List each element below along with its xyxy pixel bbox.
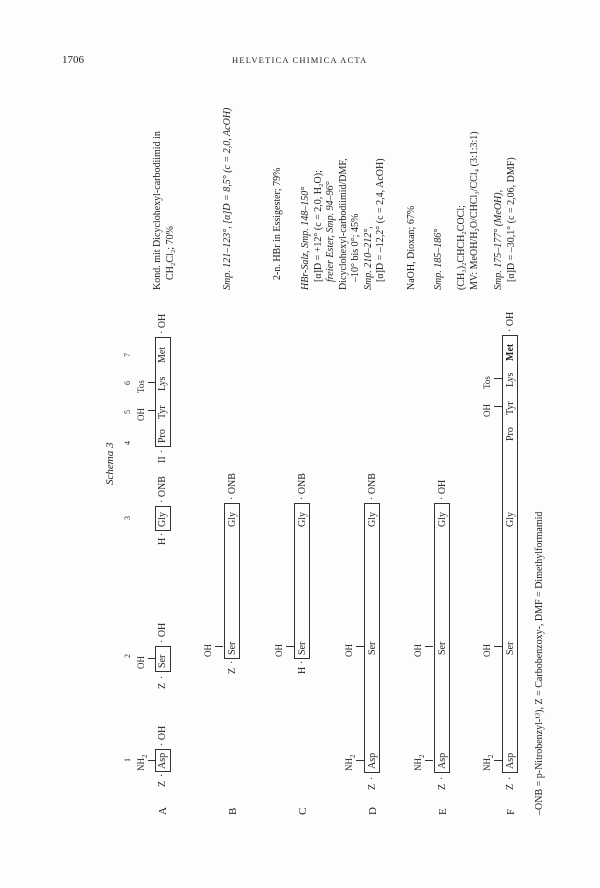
oh-terminus: · OH xyxy=(505,311,516,332)
dot-sep: · xyxy=(157,675,168,679)
page-number: 1706 xyxy=(62,54,84,66)
residue-ser: Ser xyxy=(297,641,308,655)
position-number-7: 7 xyxy=(123,353,132,357)
scheme-title: Schema 3 xyxy=(104,442,116,485)
oh-terminus: · OH xyxy=(157,622,168,643)
z-protect: Z xyxy=(157,682,168,689)
nh2-subscript: 2 xyxy=(486,754,495,758)
nh2-group xyxy=(137,755,149,772)
dot-sep: · xyxy=(157,532,168,536)
onb-ester: · ONB xyxy=(297,473,308,500)
ser-oh-group: OH xyxy=(413,644,423,657)
dot-sep: · xyxy=(367,776,378,780)
tyr-side-bond xyxy=(148,410,156,411)
annotation-line: Smp. 185–186° xyxy=(432,228,444,290)
residue-gly: Gly xyxy=(505,512,516,527)
row-label-c: C xyxy=(297,807,309,815)
residue-gly: Gly xyxy=(227,512,238,527)
residue-asp: Asp xyxy=(367,752,378,769)
dot-sep: · xyxy=(437,776,448,780)
nh2-text: NH xyxy=(413,758,423,771)
asp-gly-box xyxy=(434,503,450,773)
row-label-a: A xyxy=(157,807,169,815)
ser-side-bond xyxy=(215,646,223,647)
residue-lys: Lys xyxy=(157,376,168,391)
annotation-line: Kond. mit Dicyclohexyl-carbodiimid in xyxy=(152,131,163,290)
nh2-group xyxy=(414,755,426,772)
dot-sep: · xyxy=(227,660,238,664)
ser-side-bond xyxy=(494,646,502,647)
annotation-b-c xyxy=(272,168,285,281)
position-number-4: 4 xyxy=(123,441,132,445)
oh-terminus: · OH xyxy=(157,313,168,334)
z-protect: Z xyxy=(367,783,378,790)
residue-met: Met xyxy=(505,343,516,361)
residue-gly: Gly xyxy=(367,512,378,527)
annotation-line: NaOH, Dioxan; 67% xyxy=(406,205,417,290)
ser-side-bond xyxy=(425,646,433,647)
annotation-c-d xyxy=(300,158,388,290)
annotation-line: [α]D = –12,2° (c = 2,4, AcOH) xyxy=(375,158,386,282)
nh2-subscript: 2 xyxy=(417,754,426,758)
residue-ser: Ser xyxy=(437,641,448,655)
asp-side-bond xyxy=(494,760,502,761)
residue-gly: Gly xyxy=(297,512,308,527)
residue-met: Met xyxy=(157,346,168,363)
residue-asp: Asp xyxy=(505,752,516,769)
dot-sep: · xyxy=(157,449,168,453)
ser-oh-group: OH xyxy=(203,644,213,657)
ser-oh-group: OH xyxy=(482,644,492,657)
row-label-e: E xyxy=(437,808,449,815)
annotation-line: (CH₃)₂CHCH₂COCl; xyxy=(456,205,467,290)
lys-side-bond xyxy=(148,382,156,383)
nh2-text: NH xyxy=(136,758,146,771)
row-label-b: B xyxy=(227,807,239,815)
z-protect: Z xyxy=(505,783,516,790)
nh2-text: NH xyxy=(482,758,492,771)
z-protect: Z xyxy=(157,780,168,787)
annotation-line: freier Ester, Smp. 94–96° xyxy=(325,181,336,282)
annotation-line: Smp. 210–212°, xyxy=(362,226,374,290)
oh-terminus: · OH xyxy=(157,725,168,746)
residue-lys: Lys xyxy=(505,372,516,387)
asp-gly-box xyxy=(364,503,380,773)
annotation-line: Smp. 175–177° (MeOH), xyxy=(493,189,504,290)
residue-ser: Ser xyxy=(505,641,516,655)
residue-tyr: Tyr xyxy=(505,401,516,415)
nh2-subscript: 2 xyxy=(348,754,357,758)
residue-pro: Pro xyxy=(505,427,516,441)
position-number-6: 6 xyxy=(123,381,132,385)
position-number-2: 2 xyxy=(123,654,132,658)
onb-ester: · ONB xyxy=(227,473,238,500)
row-label-d: D xyxy=(367,807,379,815)
h-terminus: H xyxy=(157,537,168,545)
annotation-line: 2-n. HBr in Essigester; 79% xyxy=(272,167,283,280)
position-number-3: 3 xyxy=(123,516,132,520)
rotated-scheme xyxy=(100,65,545,825)
residue-asp: Asp xyxy=(157,752,168,769)
annotation-line: Smp. 121–123°, [α]D = 8,5° (c = 2,0, AcOH) xyxy=(222,107,233,290)
residue-ser: Ser xyxy=(367,641,378,655)
lys-tos-group: Tos xyxy=(482,376,492,389)
onb-ester: · ONB xyxy=(157,476,168,503)
h-terminus: H xyxy=(297,666,308,674)
journal-title: HELVETICA CHIMICA ACTA xyxy=(232,55,368,65)
ser-side-bond xyxy=(356,646,364,647)
annotation-a-b xyxy=(152,131,177,290)
residue-gly: Gly xyxy=(157,512,168,527)
abbreviation-footnote: –ONB = p-Nitrobenzyl-¹³), Z = Carbobenzoxy-, DMF = Dimethylformamid xyxy=(534,511,545,815)
asp-side-bond xyxy=(425,760,433,761)
annotation-b xyxy=(222,108,235,290)
z-protect: Z xyxy=(437,783,448,790)
tyr-oh-group: OH xyxy=(482,404,492,417)
lys-side-bond xyxy=(494,378,502,379)
annotation-line: MV: MeOH/H₂O/CHCl₃/CCl₄ (3:1:3:1) xyxy=(468,131,480,290)
annotation-e-f xyxy=(456,131,518,290)
position-number-5: 5 xyxy=(123,410,132,414)
residue-ser: Ser xyxy=(227,641,238,655)
dot-sep: · xyxy=(505,776,516,780)
residue-asp: Asp xyxy=(437,752,448,769)
residue-tyr: Tyr xyxy=(157,405,168,419)
oh-terminus: · OH xyxy=(437,479,448,500)
ser-side-bond xyxy=(286,646,294,647)
z-protect: Z xyxy=(227,667,238,674)
nh2-text: NH xyxy=(344,758,354,771)
row-label-f: F xyxy=(505,808,517,815)
ser-oh-group: OH xyxy=(274,644,284,657)
annotation-line: CH₂Cl₂; 70% xyxy=(164,226,176,280)
lys-tos-group: Tos xyxy=(136,380,146,393)
annotation-line: Dicyclohexyl-carbodiimid/DMF, xyxy=(337,158,349,290)
residue-gly: Gly xyxy=(437,512,448,527)
tyr-side-bond xyxy=(494,406,502,407)
annotation-line: –10° bis 0°; 45% xyxy=(350,213,361,282)
annotation-line: HBr-Salz, Smp. 148–150° xyxy=(300,186,311,290)
nh2-group xyxy=(483,755,495,772)
residue-pro: Pro xyxy=(157,429,168,443)
ii-fragment: II xyxy=(157,456,168,463)
nh2-subscript: 2 xyxy=(140,754,149,758)
nh2-group xyxy=(345,755,357,772)
ser-oh-group: OH xyxy=(344,644,354,657)
residue-ser: Ser xyxy=(157,654,168,668)
ser-oh-group: OH xyxy=(136,656,146,669)
dot-sep: · xyxy=(297,660,308,664)
annotation-d-e xyxy=(406,206,445,290)
annotation-line: [α]D = +12° (c = 2,0, H₂O); xyxy=(312,170,324,282)
onb-ester: · ONB xyxy=(367,473,378,500)
tyr-oh-group: OH xyxy=(136,408,146,421)
annotation-line: [α]D = –30,1° (c = 2,06, DMF) xyxy=(505,157,517,282)
dot-sep: · xyxy=(157,773,168,777)
position-number-1: 1 xyxy=(123,758,132,762)
asp-side-bond xyxy=(356,760,364,761)
